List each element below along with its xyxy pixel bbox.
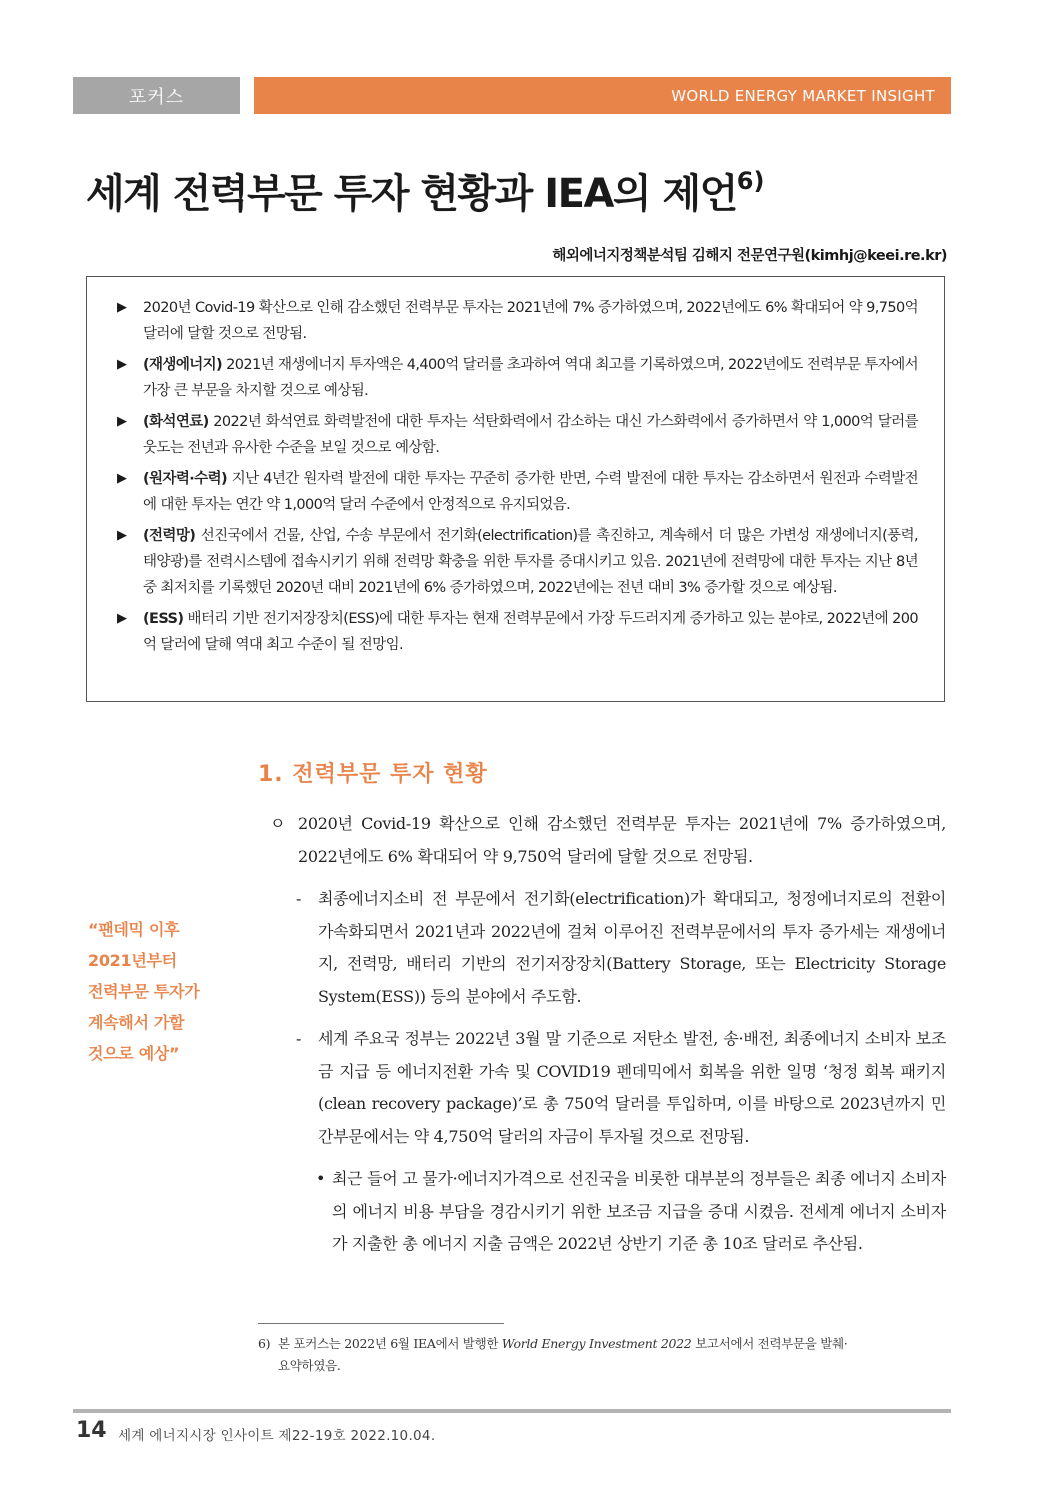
paragraph-text: 최종에너지소비 전 부문에서 전기화(electrification)가 확대되고, 청정에너지로의 전환이 가속화되면서 2021년과 2022년에 걸쳐 이루어진 전력부문에서의 투자 증가세는 재생에너지, 전력망, 배터리 기반의 전기저장장치(Battery Storage, 또는 Electricity Storage System(ESS)) 등의 분야에서 주도함.: [318, 889, 946, 1006]
dot-bullet-icon: •: [316, 1169, 326, 1188]
summary-item: [117, 523, 918, 601]
summary-item-tag: (원자력·수력): [143, 471, 227, 487]
summary-item-text: 배터리 기반 전기저장장치(ESS)에 대한 투자는 현재 전력부문에서 가장 두드러지게 증가하고 있는 분야로, 2022년에 200억 달러에 달해 역대 최고 수준이 될 전망임.: [143, 611, 918, 653]
dash-bullet-icon: -: [296, 889, 302, 908]
title-footnote-mark[interactable]: 6): [736, 167, 765, 195]
summary-item-tag: (ESS): [143, 611, 184, 627]
pull-quote-line: 것으로 예상”: [88, 1044, 180, 1063]
summary-item: [117, 606, 918, 658]
dash-bullet-icon: -: [296, 1029, 302, 1048]
summary-item-text: 지난 4년간 원자력 발전에 대한 투자는 꾸준히 증가한 반면, 수력 발전에 대한 투자는 감소하면서 원전과 수력발전에 대한 투자는 연간 약 1,000억 달러 수준에서 안정적으로 유지되었음.: [143, 471, 918, 513]
summary-item-text: 2020년 Covid-19 확산으로 인해 감소했던 전력부문 투자는 2021년에 7% 증가하였으며, 2022년에도 6% 확대되어 약 9,750억 달러에 달할 것으로 전망됨.: [143, 300, 918, 342]
summary-item-tag: (화석연료): [143, 414, 209, 430]
footnote-number: 6): [258, 1336, 271, 1351]
triangle-bullet-icon: ▶: [117, 414, 127, 429]
publication-banner: [254, 77, 951, 114]
footer-divider: [73, 1409, 951, 1413]
footnote-divider: [258, 1323, 504, 1324]
dash-paragraph: [270, 883, 946, 1013]
footnote: [258, 1333, 948, 1377]
publication-name: WORLD ENERGY MARKET INSIGHT: [671, 86, 935, 105]
summary-item-tag: (전력망): [143, 528, 196, 544]
summary-item-text: 선진국에서 건물, 산업, 수송 부문에서 전기화(electrification)를 촉진하고, 계속해서 더 많은 가변성 재생에너지(풍력, 태양광)를 전력시스템에 접속시키기 위해 전력망 확충을 위한 투자를 증대시키고 있음. 2021년에 전력망에 대한 투자는 지난 8년 중 최저치를 기록했던 2020년 대비 2021년에 6% 증가하였으며, 2022년에는 전년 대비 3% 증가할 것으로 예상됨.: [143, 528, 918, 596]
summary-item-tag: (재생에너지): [143, 357, 223, 373]
section-tag: [73, 77, 240, 114]
bullet-paragraph: [270, 808, 946, 873]
summary-item: [117, 352, 918, 404]
article-title-text: 세계 전력부문 투자 현황과 IEA의 제언: [86, 171, 737, 217]
dash-paragraph: [270, 1023, 946, 1153]
pull-quote-line: 계속해서 가할: [88, 1013, 185, 1032]
footnote-line: [258, 1333, 948, 1355]
paragraph-text: 세계 주요국 정부는 2022년 3월 말 기준으로 저탄소 발전, 송·배전, 최종에너지 소비자 보조금 지급 등 에너지전환 가속 및 COVID19 펜데믹에서 회복을 위한 일명 ‘청정 회복 패키지(clean recovery package)’로 총 750억 달러를 투입하며, 이를 바탕으로 2023년까지 민간부문에서는 약 4,750억 달러의 자금이 투자될 것으로 전망됨.: [318, 1029, 946, 1146]
circle-bullet-icon: ㅇ: [270, 814, 286, 833]
pull-quote-line: “팬데믹 이후: [88, 920, 180, 939]
pull-quote-line: 전력부문 투자가: [88, 982, 200, 1001]
summary-item: [117, 466, 918, 518]
summary-box: [86, 276, 945, 702]
page-number: 14: [76, 1418, 107, 1443]
triangle-bullet-icon: ▶: [117, 471, 127, 486]
triangle-bullet-icon: ▶: [117, 300, 127, 315]
section-body: [270, 808, 946, 1261]
summary-item: [117, 295, 918, 347]
section-heading: 1. 전력부문 투자 현황: [258, 762, 488, 787]
triangle-bullet-icon: ▶: [117, 528, 127, 543]
footnote-source-title: World Energy Investment 2022: [501, 1336, 692, 1351]
footnote-suffix: 보고서에서 전력부문을 발췌·: [691, 1336, 848, 1351]
footnote-prefix: 본 포커스는 2022년 6월 IEA에서 발행한: [278, 1336, 502, 1351]
footnote-line-2: 요약하였음.: [278, 1358, 341, 1373]
pull-quote-line: 2021년부터: [88, 951, 177, 970]
article-title: [86, 162, 764, 219]
dot-paragraph: [270, 1163, 946, 1261]
summary-item-text: 2022년 화석연료 화력발전에 대한 투자는 석탄화력에서 감소하는 대신 가스화력에서 증가하면서 약 1,000억 달러를 웃도는 전년과 유사한 수준을 보일 것으로 예상함.: [143, 414, 918, 456]
triangle-bullet-icon: ▶: [117, 357, 127, 372]
byline: 해외에너지정책분석팀 김해지 전문연구원(kimhj@keei.re.kr): [552, 248, 947, 264]
section-tag-label: 포커스: [128, 86, 185, 108]
paragraph-text: 최근 들어 고 물가·에너지가격으로 선진국을 비롯한 대부분의 정부들은 최종 에너지 소비자의 에너지 비용 부담을 경감시키기 위한 보조금 지급을 증대 시켰음. 전세계 에너지 소비자가 지출한 총 에너지 지출 금액은 2022년 상반기 기준 총 10조 달러로 추산됨.: [332, 1169, 946, 1253]
triangle-bullet-icon: ▶: [117, 611, 127, 626]
footer-publication-info: 세계 에너지시장 인사이트 제22-19호 2022.10.04.: [118, 1428, 436, 1444]
pull-quote: [88, 914, 238, 1069]
summary-list: [87, 277, 944, 658]
summary-item: [117, 409, 918, 461]
paragraph-text: 2020년 Covid-19 확산으로 인해 감소했던 전력부문 투자는 2021년에 7% 증가하였으며, 2022년에도 6% 확대되어 약 9,750억 달러에 달할 것으로 전망됨.: [298, 814, 946, 866]
summary-item-text: 2021년 재생에너지 투자액은 4,400억 달러를 초과하여 역대 최고를 기록하였으며, 2022년에도 전력부문 투자에서 가장 큰 부문을 차지할 것으로 예상됨.: [143, 357, 919, 399]
